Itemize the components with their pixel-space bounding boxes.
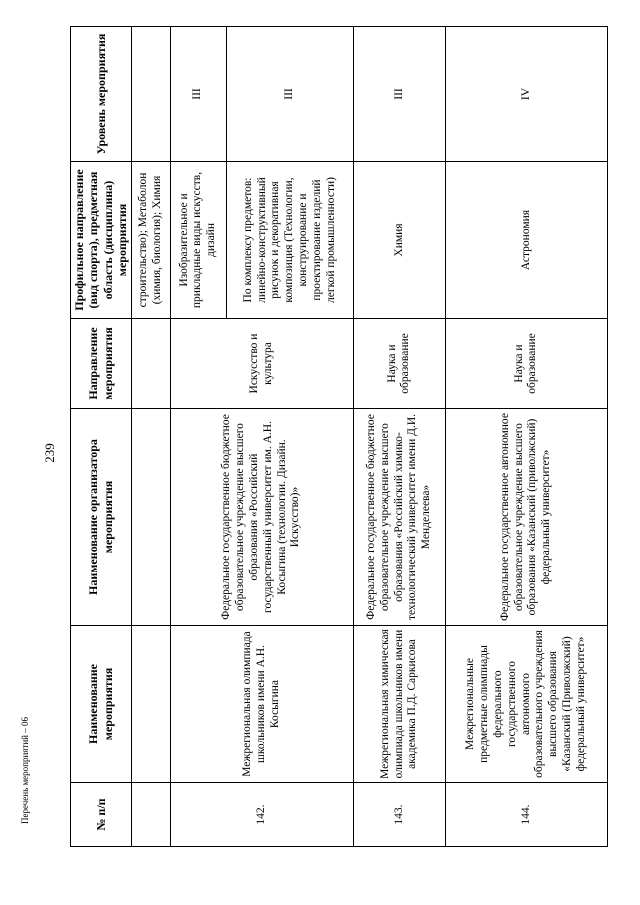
- cell-direction: [131, 319, 170, 409]
- cell-num: 144.: [445, 783, 607, 847]
- header-level: Уровень мероприятия: [71, 27, 132, 162]
- cell-level: [131, 27, 170, 162]
- cell-profile: строительство); Метаболон (химия, биология); Химия: [131, 162, 170, 319]
- cell-organizer: Федеральное государственное бюджетное образовательное учреждение высшего образования «Российский государственный университет им. А.Н. Косыгина (технологии. Дизайн. Искусство)»: [170, 409, 354, 626]
- header-direction: Направление мероприятия: [71, 319, 132, 409]
- header-organizer: Наименование организатора мероприятия: [71, 409, 132, 626]
- cell-level: III: [170, 27, 227, 162]
- cell-name: Межрегиональная химическая олимпиада школьников имени академика П.Д. Саркисова: [354, 626, 446, 783]
- header-profile: Профильное направление (вид спорта), предметная область (дисциплина) мероприятия: [71, 162, 132, 319]
- header-num: № п/п: [71, 783, 132, 847]
- cell-num: [131, 783, 170, 847]
- cell-profile: Химия: [354, 162, 446, 319]
- page-number: 239: [42, 443, 57, 463]
- table-row: [445, 27, 607, 847]
- cell-level: III: [227, 27, 354, 162]
- cell-direction: Наука и образование: [354, 319, 446, 409]
- cell-name: Межрегиональные предметные олимпиады федерального государственного автономного образовательного учреждения высшего образования «Казанский (Приволжский) федеральный университет»: [445, 626, 607, 783]
- cell-level: IV: [445, 27, 607, 162]
- cell-organizer: Федеральное государственное бюджетное образовательное учреждение высшего образования «Российский химико-технологический университет имени Д.И. Менделеева»: [354, 409, 446, 626]
- cell-organizer: [131, 409, 170, 626]
- cell-profile: Изобразительное и прикладные виды искусств, дизайн: [170, 162, 227, 319]
- cell-profile: Астрономия: [445, 162, 607, 319]
- table-row-carryover: [131, 27, 170, 847]
- cell-name: Межрегиональная олимпиада школьников имени А.Н. Косыгина: [170, 626, 354, 783]
- cell-level: III: [354, 27, 446, 162]
- header-row: [71, 27, 132, 847]
- cell-profile: По комплексу предметов: линейно-конструктивный рисунок и декоративная композиция (Технологии, конструирование и проектирование изделий легкой промышленности): [227, 162, 354, 319]
- footer-text: Перечень мероприятий – 06: [20, 717, 30, 824]
- rotated-table-page: [70, 27, 608, 847]
- table-row: [170, 27, 227, 847]
- cell-organizer: Федеральное государственное автономное образовательное учреждение высшего образования «Казанский (приволжский) федеральный университет»: [445, 409, 607, 626]
- cell-name: [131, 626, 170, 783]
- cell-direction: Искусство и культура: [170, 319, 354, 409]
- cell-num: 143.: [354, 783, 446, 847]
- cell-direction: Наука и образование: [445, 319, 607, 409]
- cell-num: 142.: [170, 783, 354, 847]
- header-name: Наименование мероприятия: [71, 626, 132, 783]
- table-row: [354, 27, 446, 847]
- events-table: [70, 26, 608, 847]
